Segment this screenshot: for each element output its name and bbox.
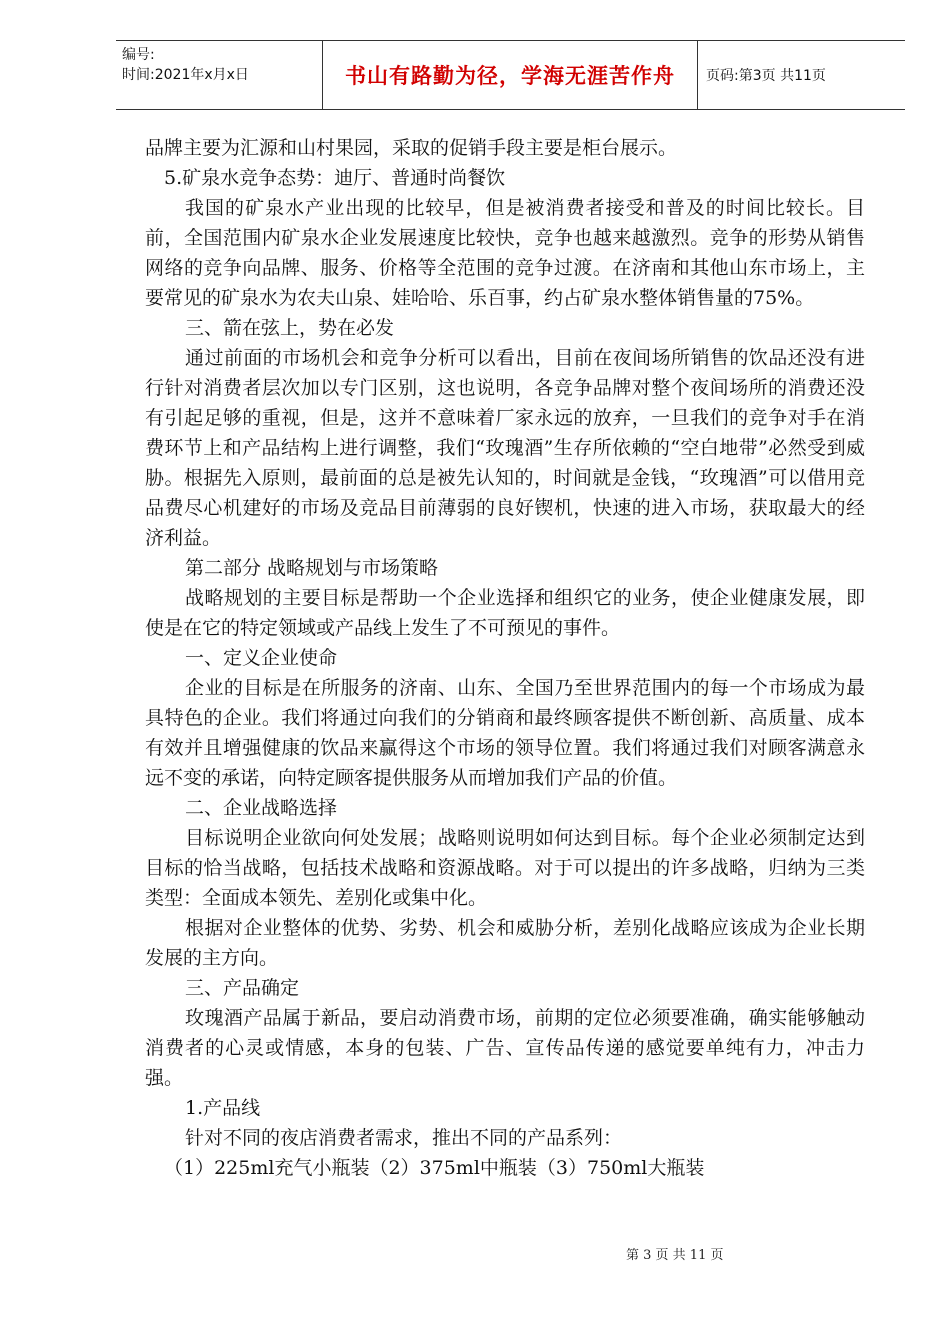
section-heading-product: 三、产品确定 — [185, 977, 300, 999]
page-header — [116, 40, 905, 110]
header-meta — [116, 41, 322, 109]
paragraph-mission: 企业的目标是在所服务的济南、山东、全国乃至世界范围内的每一个市场成为最具特色的企业。我们将通过向我们的分销商和最终顾客提供不断创新、高质量、成本有效并且增强健康的饮品来赢得这个市场的领导位置。我们将通过我们对顾客满意永远不变的承诺，向特定顾客提供服务从而增加我们产品的价值。 — [145, 677, 865, 789]
paragraph-strategy-goal: 战略规划的主要目标是帮助一个企业选择和组织它的业务，使企业健康发展，即使是在它的特定领域或产品线上发生了不可预见的事件。 — [145, 587, 865, 639]
header-motto: 书山有路勤为径，学海无涯苦作舟 — [322, 41, 698, 109]
section-heading-mission: 一、定义企业使命 — [185, 647, 338, 669]
paragraph-continuation: 品牌主要为汇源和山村果园，采取的促销手段主要是柜台展示。 — [145, 137, 678, 159]
paragraph-opportunity: 通过前面的市场机会和竞争分析可以看出，目前在夜间场所销售的饮品还没有进行针对消费者层次加以专门区别，这也说明，各竞争品牌对整个夜间场所的消费还没有引起足够的重视，但是，这并不意味着厂家永远的放弃，一旦我们的竞争对手在消费环节上和产品结构上进行调整，我们“玫瑰酒”生存所依赖的“空白地带”必然受到威胁。根据先入原则，最前面的总是被先认知的，时间就是金钱，“玫瑰酒”可以借用竞品费尽心机建好的市场及竞品目前薄弱的良好锲机，快速的进入市场，获取最大的经济利益。 — [145, 347, 865, 549]
header-page-number: 页码:第3页 共11页 — [706, 68, 826, 84]
part-heading-2: 第二部分 战略规划与市场策略 — [185, 557, 439, 579]
document-number-label: 编号: — [122, 47, 155, 63]
subheading-product-line: 1.产品线 — [185, 1097, 261, 1119]
paragraph-differentiation: 根据对企业整体的优势、劣势、机会和威胁分析，差别化战略应该成为企业长期发展的主方向。 — [145, 917, 865, 969]
document-body — [145, 133, 865, 1183]
paragraph-mineral-water: 我国的矿泉水产业出现的比较早，但是被消费者接受和普及的时间比较长。目前，全国范围内矿泉水企业发展速度比较快，竞争也越来越激烈。竞争的形势从销售网络的竞争向品牌、服务、价格等全范围的竞争过渡。在济南和其他山东市场上，主要常见的矿泉水为农夫山泉、娃哈哈、乐百事，约占矿泉水整体销售量的75%。 — [145, 197, 865, 309]
page-footer: 第 3 页 共 11 页 — [626, 1248, 724, 1263]
section-heading-strategy: 二、企业战略选择 — [185, 797, 338, 819]
product-sizes: （1）225ml充气小瓶装（2）375ml中瓶装（3）750ml大瓶装 — [164, 1157, 705, 1179]
paragraph-product-line: 针对不同的夜店消费者需求，推出不同的产品系列： — [185, 1127, 623, 1149]
section-heading-3: 三、箭在弦上，势在必发 — [185, 317, 395, 339]
paragraph-strategy-types: 目标说明企业欲向何处发展；战略则说明如何达到目标。每个企业必须制定达到目标的恰当战略，包括技术战略和资源战略。对于可以提出的许多战略，归纳为三类类型：全面成本领先、差别化或集中化。 — [145, 827, 865, 909]
paragraph-product: 玫瑰酒产品属于新品，要启动消费市场，前期的定位必须要准确，确实能够触动消费者的心灵或情感，本身的包装、广告、宣传品传递的感觉要单纯有力，冲击力强。 — [145, 1007, 865, 1089]
document-time-label: 时间:2021年x月x日 — [122, 67, 249, 83]
subheading-mineral-water: 5.矿泉水竞争态势：迪厅、普通时尚餐饮 — [164, 167, 506, 189]
